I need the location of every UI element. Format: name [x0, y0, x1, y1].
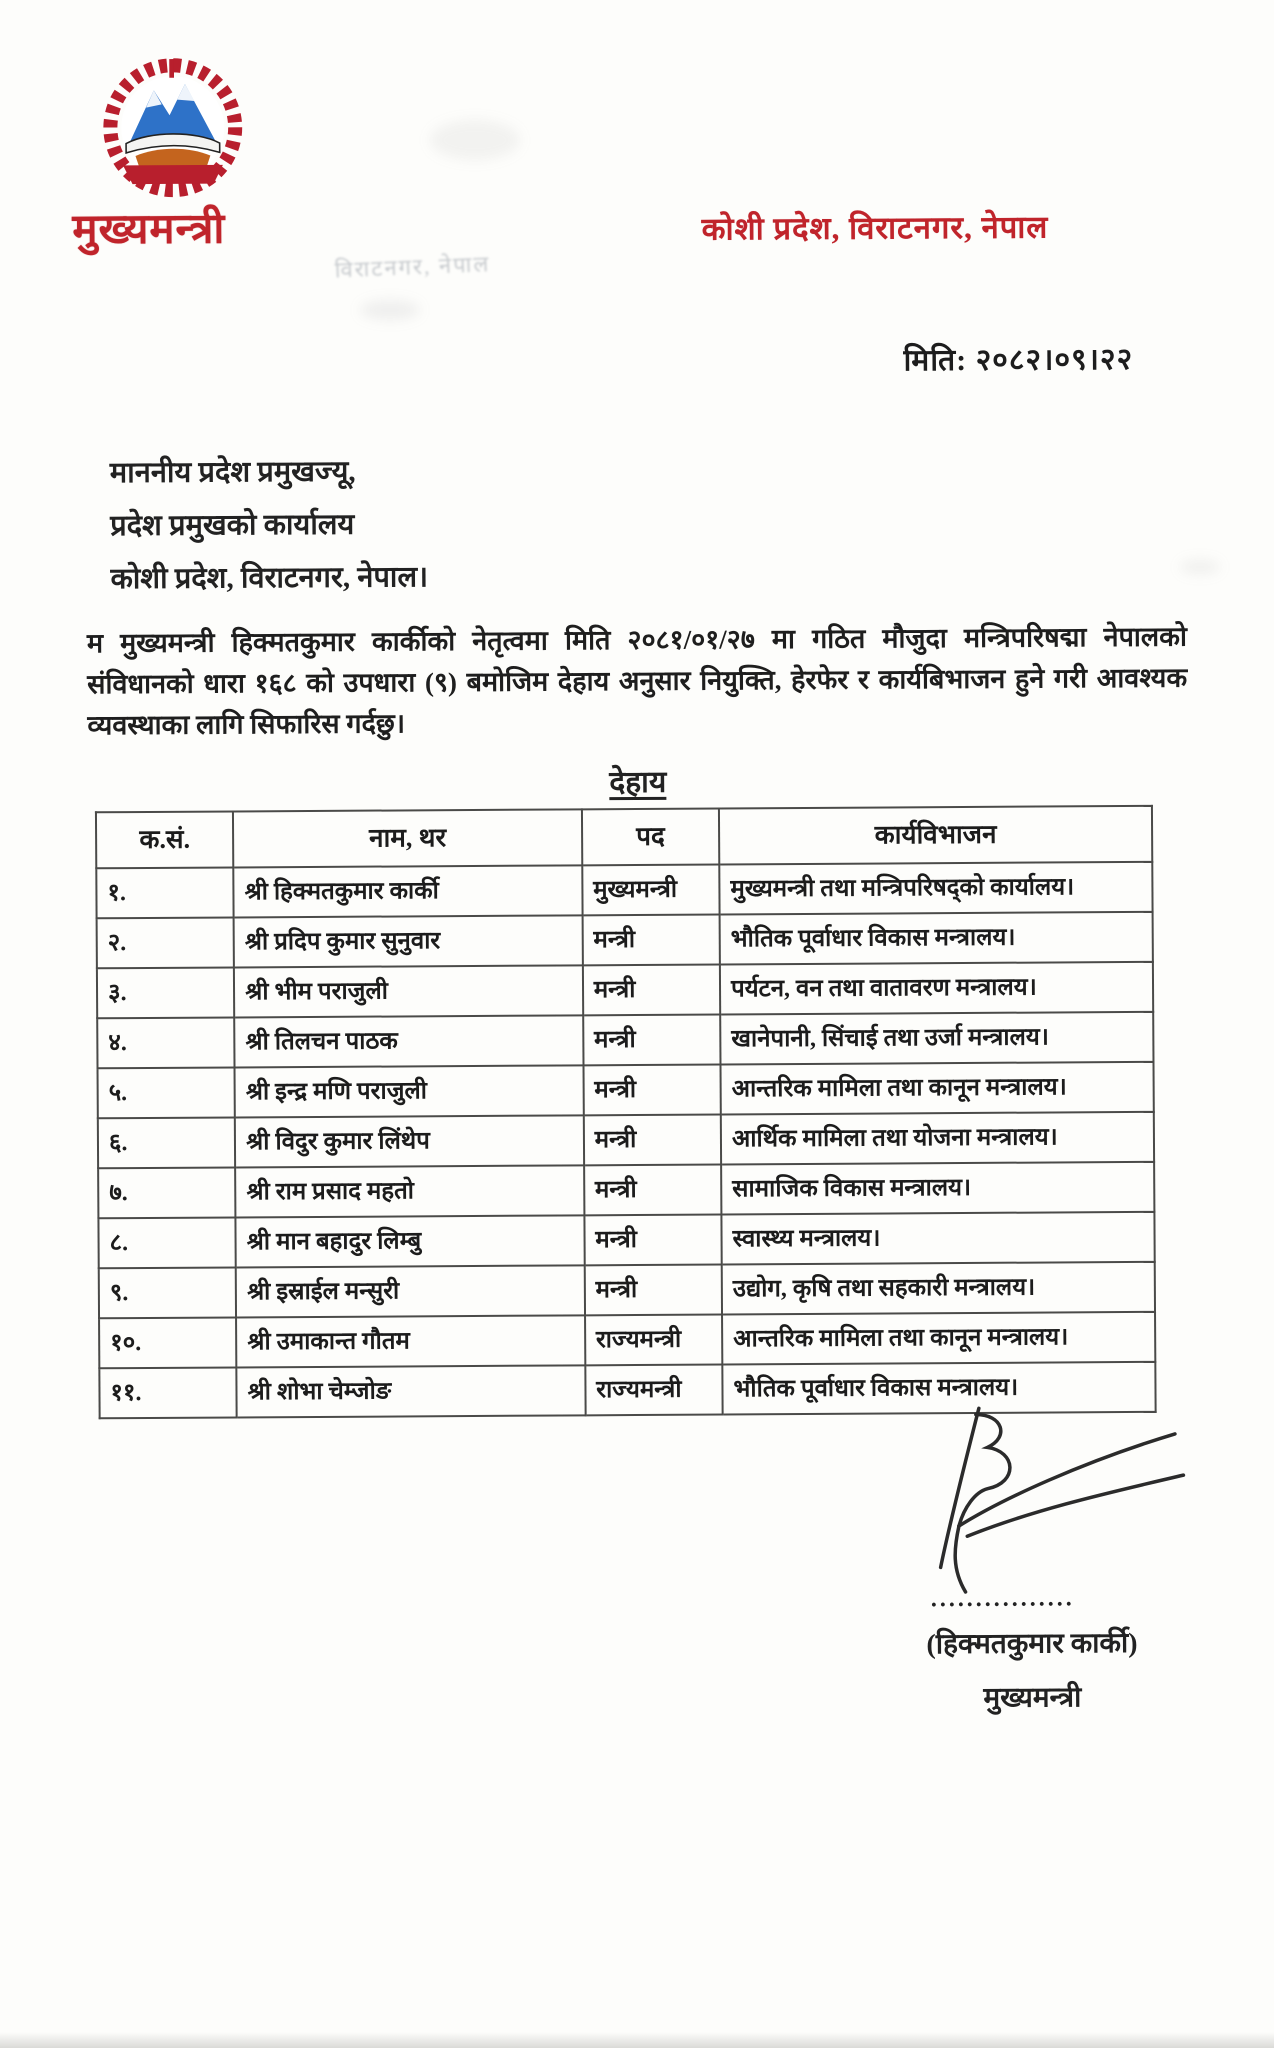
recipient-line-1: माननीय प्रदेश प्रमुखज्यू,	[109, 455, 356, 490]
table-row	[98, 1162, 1154, 1218]
table-cell-name: श्री इस्राईल मन्सुरी	[236, 1265, 585, 1317]
table-cell-name: श्री तिलचन पाठक	[234, 1015, 583, 1067]
office-label: मुख्यमन्त्री	[72, 206, 226, 254]
table-cell-sn: ११.	[99, 1367, 237, 1418]
recipient-line-2: प्रदेश प्रमुखको कार्यालय	[110, 508, 355, 543]
table-cell-duty: सामाजिक विकास मन्त्रालय।	[721, 1162, 1154, 1215]
recipient-block	[110, 445, 428, 606]
table-cell-name: श्री राम प्रसाद महतो	[235, 1165, 584, 1217]
header-post: पद	[582, 808, 720, 865]
watermark-ghost-text: विराटनगर, नेपाल	[334, 251, 491, 283]
table-row	[97, 912, 1153, 968]
table-cell-duty: आन्तरिक मामिला तथा कानून मन्त्रालय।	[722, 1312, 1155, 1365]
handwritten-signature	[871, 1389, 1202, 1601]
table-cell-sn: १.	[96, 867, 234, 918]
table-cell-post: राज्यमन्त्री	[585, 1364, 723, 1415]
header-name: नाम, थर	[233, 809, 582, 867]
signature-dotted-line: ................	[930, 1585, 1075, 1613]
recipient-line-3: कोशी प्रदेश, विराटनगर, नेपाल।	[110, 561, 429, 596]
signatory-title: मुख्यमन्त्री	[983, 1682, 1082, 1714]
table-row	[98, 1212, 1154, 1268]
table-cell-name: श्री प्रदिप कुमार सुनुवार	[234, 915, 583, 967]
table-cell-name: श्री हिक्मतकुमार कार्की	[234, 865, 583, 917]
table-cell-post: मन्त्री	[583, 1014, 721, 1065]
table-cell-post: मुख्यमन्त्री	[582, 864, 720, 915]
table-cell-duty: स्वास्थ्य मन्त्रालय।	[721, 1212, 1154, 1265]
table-cell-sn: ९.	[99, 1267, 237, 1318]
table-cell-sn: २.	[97, 917, 235, 968]
table-heading: देहाय	[609, 765, 667, 800]
table-cell-sn: ७.	[98, 1167, 236, 1218]
table-cell-name: श्री मान बहादुर लिम्बु	[236, 1215, 585, 1267]
province-address-line: कोशी प्रदेश, विराटनगर, नेपाल	[701, 209, 1049, 247]
table-cell-name: श्री विदुर कुमार लिंथेप	[235, 1115, 584, 1167]
table-cell-post: मन्त्री	[584, 1264, 722, 1315]
table-row	[99, 1312, 1155, 1368]
table-cell-sn: ८.	[98, 1217, 236, 1268]
table-cell-duty: आर्थिक मामिला तथा योजना मन्त्रालय।	[721, 1112, 1154, 1165]
table-cell-duty: मुख्यमन्त्री तथा मन्त्रिपरिषद्को कार्यालय।	[719, 862, 1152, 915]
body-paragraph: म मुख्यमन्त्री हिक्मतकुमार कार्कीको नेतृत्वमा मिति २०८१/०१/२७ मा गठित मौजुदा मन्त्रिपरिषद्मा नेपालको संविधानको धारा १६८ को उपधारा (९) बमोजिम देहाय अनुसार नियुक्ति, हेरफेर र कार्यबिभाजन हुने गरी आवश्यक व्यवस्थाका लागि सिफारिस गर्दछु।	[86, 621, 1188, 741]
table-cell-sn: १०.	[99, 1317, 237, 1368]
date-line: मिति: २०८२।०९।२२	[903, 342, 1134, 378]
table-cell-sn: ५.	[98, 1067, 236, 1118]
table-cell-duty: खानेपानी, सिंचाई तथा उर्जा मन्त्रालय।	[720, 1012, 1153, 1065]
table-cell-sn: ६.	[98, 1117, 236, 1168]
table-header-row	[96, 806, 1152, 868]
table-row	[98, 1062, 1154, 1118]
table-cell-post: मन्त्री	[584, 1214, 722, 1265]
table-row	[99, 1362, 1155, 1418]
table-cell-post: मन्त्री	[584, 1164, 722, 1215]
nepal-emblem-logo	[93, 52, 252, 209]
flag-pole	[169, 59, 174, 78]
table-cell-post: मन्त्री	[583, 1064, 721, 1115]
table-cell-duty: भौतिक पूर्वाधार विकास मन्त्रालय।	[720, 912, 1153, 965]
table-cell-post: मन्त्री	[583, 964, 721, 1015]
table-cell-name: श्री इन्द्र मणि पराजुली	[235, 1065, 584, 1117]
header-serial: क.सं.	[96, 811, 234, 868]
table-cell-post: मन्त्री	[584, 1114, 722, 1165]
table-row	[97, 962, 1153, 1018]
table-cell-sn: ३.	[97, 967, 235, 1018]
table-cell-post: मन्त्री	[582, 914, 720, 965]
signatory-name: (हिक्मतकुमार कार्की)	[926, 1627, 1138, 1661]
table-row	[96, 862, 1152, 918]
table-row	[99, 1262, 1155, 1318]
ministers-table	[95, 805, 1157, 1419]
scan-bottom-edge	[0, 2032, 1274, 2048]
table-cell-name: श्री शोभा चेम्जोङ	[237, 1365, 586, 1417]
header-portfolio: कार्यविभाजन	[719, 806, 1152, 865]
table-cell-duty: भौतिक पूर्वाधार विकास मन्त्रालय।	[722, 1362, 1155, 1415]
ribbon-banner	[123, 165, 223, 184]
table-cell-duty: उद्योग, कृषि तथा सहकारी मन्त्रालय।	[722, 1262, 1155, 1315]
table-cell-duty: पर्यटन, वन तथा वातावरण मन्त्रालय।	[720, 962, 1153, 1015]
table-cell-name: श्री भीम पराजुली	[234, 965, 583, 1017]
table-cell-sn: ४.	[97, 1017, 235, 1068]
table-row	[97, 1012, 1153, 1068]
table-row	[98, 1112, 1154, 1168]
table-cell-name: श्री उमाकान्त गौतम	[236, 1315, 585, 1367]
table-cell-post: राज्यमन्त्री	[585, 1314, 723, 1365]
table-cell-duty: आन्तरिक मामिला तथा कानून मन्त्रालय।	[720, 1062, 1153, 1115]
